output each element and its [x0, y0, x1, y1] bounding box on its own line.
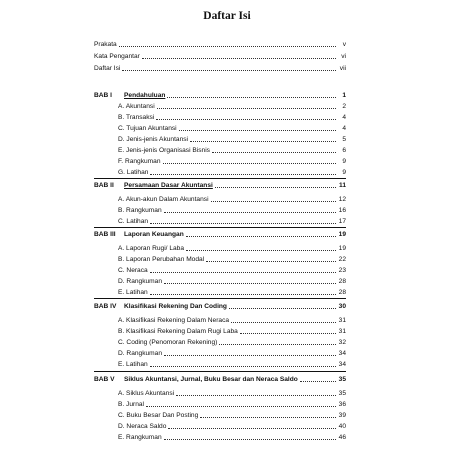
chapter-page: 19 — [338, 231, 346, 238]
section-divider — [94, 298, 346, 299]
dot-leader — [142, 53, 336, 59]
chapter-code: BAB I — [94, 92, 112, 99]
dot-leader — [157, 103, 336, 109]
dot-leader — [150, 289, 336, 295]
chapter-title: Laporan Keuangan — [124, 231, 184, 238]
chapter-title: Persamaan Dasar Akuntansi — [124, 182, 213, 189]
toc-label: A. Klasifikasi Rekening Dalam Neraca — [118, 317, 230, 324]
dot-leader — [186, 231, 336, 237]
chapter-page: 1 — [342, 92, 346, 99]
dot-leader — [219, 339, 336, 345]
chapter-title: Siklus Akuntansi, Jurnal, Buku Besar dan Neraca Saldo — [124, 376, 298, 383]
dot-leader — [240, 328, 336, 334]
toc-label: C. Coding (Penomoran Rekening) — [118, 339, 218, 346]
dot-leader — [163, 158, 336, 164]
toc-label: D. Rangkuman — [118, 350, 162, 357]
toc-page: 31 — [338, 328, 346, 335]
toc-page: 31 — [338, 317, 346, 324]
chapter-page: 11 — [339, 182, 346, 189]
toc-subentry — [118, 244, 346, 253]
toc-subentry — [118, 135, 346, 144]
chapter-heading — [94, 375, 346, 384]
chapter-heading — [94, 302, 346, 311]
toc-label: Daftar Isi — [94, 65, 121, 72]
dot-leader — [164, 207, 336, 213]
toc-label: A. Akun-akun Dalam Akuntansi — [118, 196, 209, 203]
toc-page: 36 — [338, 401, 346, 408]
toc-page: vi — [341, 53, 346, 60]
toc-page: 39 — [338, 412, 346, 419]
toc-subentry — [118, 217, 346, 226]
toc-label: E. Latihan — [118, 361, 148, 368]
toc-subentry — [118, 266, 346, 275]
chapter-code: BAB II — [94, 182, 114, 189]
toc-subentry — [118, 157, 346, 166]
dot-leader — [300, 376, 336, 382]
toc-page: 22 — [338, 256, 346, 263]
chapter-page: 30 — [338, 303, 346, 310]
toc-subentry — [118, 316, 346, 325]
chapter-code: BAB III — [94, 231, 116, 238]
toc-label: E. Latihan — [118, 289, 148, 296]
section-divider — [94, 371, 346, 372]
toc-page: 35 — [338, 390, 346, 397]
toc-subentry — [118, 195, 346, 204]
toc-label: B. Transaksi — [118, 114, 155, 121]
toc-page: 17 — [338, 218, 346, 225]
toc-label: F. Rangkuman — [118, 158, 161, 165]
toc-page: 28 — [338, 289, 346, 296]
toc-label: Kata Pengantar — [94, 53, 140, 60]
toc-subentry — [118, 124, 346, 133]
dot-leader — [212, 147, 336, 153]
dot-leader — [211, 196, 336, 202]
toc-page: 2 — [342, 103, 346, 110]
chapter-page: 35 — [338, 376, 346, 383]
toc-page: 32 — [338, 339, 346, 346]
dot-leader — [122, 65, 336, 71]
page-title: Daftar Isi — [203, 10, 251, 22]
toc-subentry — [118, 349, 346, 358]
toc-page: 34 — [338, 350, 346, 357]
dot-leader — [190, 136, 336, 142]
toc-subentry — [118, 338, 346, 347]
toc-subentry — [118, 433, 346, 442]
toc-label: B. Klasifikasi Rekening Dalam Rugi Laba — [118, 328, 238, 335]
dot-leader — [150, 361, 336, 367]
toc-page: 4 — [342, 125, 346, 132]
toc-page: 46 — [338, 434, 346, 441]
toc-subentry — [118, 113, 346, 122]
toc-label: G. Latihan — [118, 169, 149, 176]
dot-leader — [167, 92, 336, 98]
toc-page: 6 — [342, 147, 346, 154]
dot-leader — [164, 278, 336, 284]
toc-subentry — [118, 400, 346, 409]
toc-page: 16 — [338, 207, 346, 214]
toc-subentry — [118, 360, 346, 369]
toc-label: D. Neraca Saldo — [118, 423, 167, 430]
chapter-heading — [94, 91, 346, 100]
toc-subentry — [118, 102, 346, 111]
toc-label: C. Latihan — [118, 218, 149, 225]
toc-subentry — [118, 389, 346, 398]
toc-entry-daftar-isi — [94, 64, 346, 73]
toc-entry-kata-pengantar — [94, 52, 346, 61]
dot-leader — [146, 401, 336, 407]
dot-leader — [150, 267, 336, 273]
toc-label: Prakata — [94, 41, 117, 48]
toc-page: 5 — [342, 136, 346, 143]
toc-subentry — [118, 411, 346, 420]
toc-page: 28 — [338, 278, 346, 285]
dot-leader — [215, 182, 336, 188]
dot-leader — [168, 423, 336, 429]
toc-subentry — [118, 206, 346, 215]
toc-label: A. Laporan Rugi/ Laba — [118, 245, 184, 252]
toc-label: D. Jenis-jenis Akuntansi — [118, 136, 189, 143]
toc-page: 19 — [338, 245, 346, 252]
chapter-heading — [94, 230, 346, 239]
toc-page: 34 — [338, 361, 346, 368]
dot-leader — [150, 169, 336, 175]
section-divider — [94, 178, 346, 179]
toc-label: A. Siklus Akuntansi — [118, 390, 175, 397]
toc-label: E. Rangkuman — [118, 434, 162, 441]
toc-label: B. Jurnal — [118, 401, 145, 408]
dot-leader — [200, 412, 336, 418]
toc-page: 9 — [342, 158, 346, 165]
dot-leader — [229, 303, 336, 309]
toc-subentry — [118, 277, 346, 286]
chapter-heading — [94, 181, 346, 190]
toc-label: D. Rangkuman — [118, 278, 162, 285]
toc-subentry — [118, 422, 346, 431]
dot-leader — [119, 41, 336, 47]
dot-leader — [231, 317, 336, 323]
chapter-title: Pendahuluan — [124, 92, 166, 99]
toc-page: 40 — [338, 423, 346, 430]
toc-subentry — [118, 255, 346, 264]
toc-subentry — [118, 327, 346, 336]
toc-page: v — [342, 41, 346, 48]
toc-page: 9 — [342, 169, 346, 176]
dot-leader — [164, 350, 336, 356]
toc-subentry — [118, 168, 346, 177]
toc-subentry — [118, 146, 346, 155]
section-divider — [94, 227, 346, 228]
toc-page: 4 — [342, 114, 346, 121]
chapter-code: BAB V — [94, 376, 115, 383]
toc-subentry — [118, 288, 346, 297]
toc-label: A. Akuntansi — [118, 103, 155, 110]
dot-leader — [186, 245, 336, 251]
dot-leader — [164, 434, 336, 440]
dot-leader — [176, 390, 336, 396]
toc-page: 12 — [338, 196, 346, 203]
toc-label: C. Tujuan Akuntansi — [118, 125, 177, 132]
dot-leader — [150, 218, 336, 224]
dot-leader — [206, 256, 336, 262]
toc-label: E. Jenis-jenis Organisasi Bisnis — [118, 147, 210, 154]
dot-leader — [179, 125, 336, 131]
toc-page: vii — [339, 65, 346, 72]
toc-entry-prakata — [94, 40, 346, 49]
toc-label: C. Buku Besar Dan Posting — [118, 412, 199, 419]
toc-page: 23 — [338, 267, 346, 274]
dot-leader — [156, 114, 336, 120]
toc-label: B. Laporan Perubahan Modal — [118, 256, 205, 263]
chapter-code: BAB IV — [94, 303, 117, 310]
toc-label: C. Neraca — [118, 267, 148, 274]
toc-label: B. Rangkuman — [118, 207, 162, 214]
chapter-title: Klasifikasi Rekening Dan Coding — [124, 303, 227, 310]
